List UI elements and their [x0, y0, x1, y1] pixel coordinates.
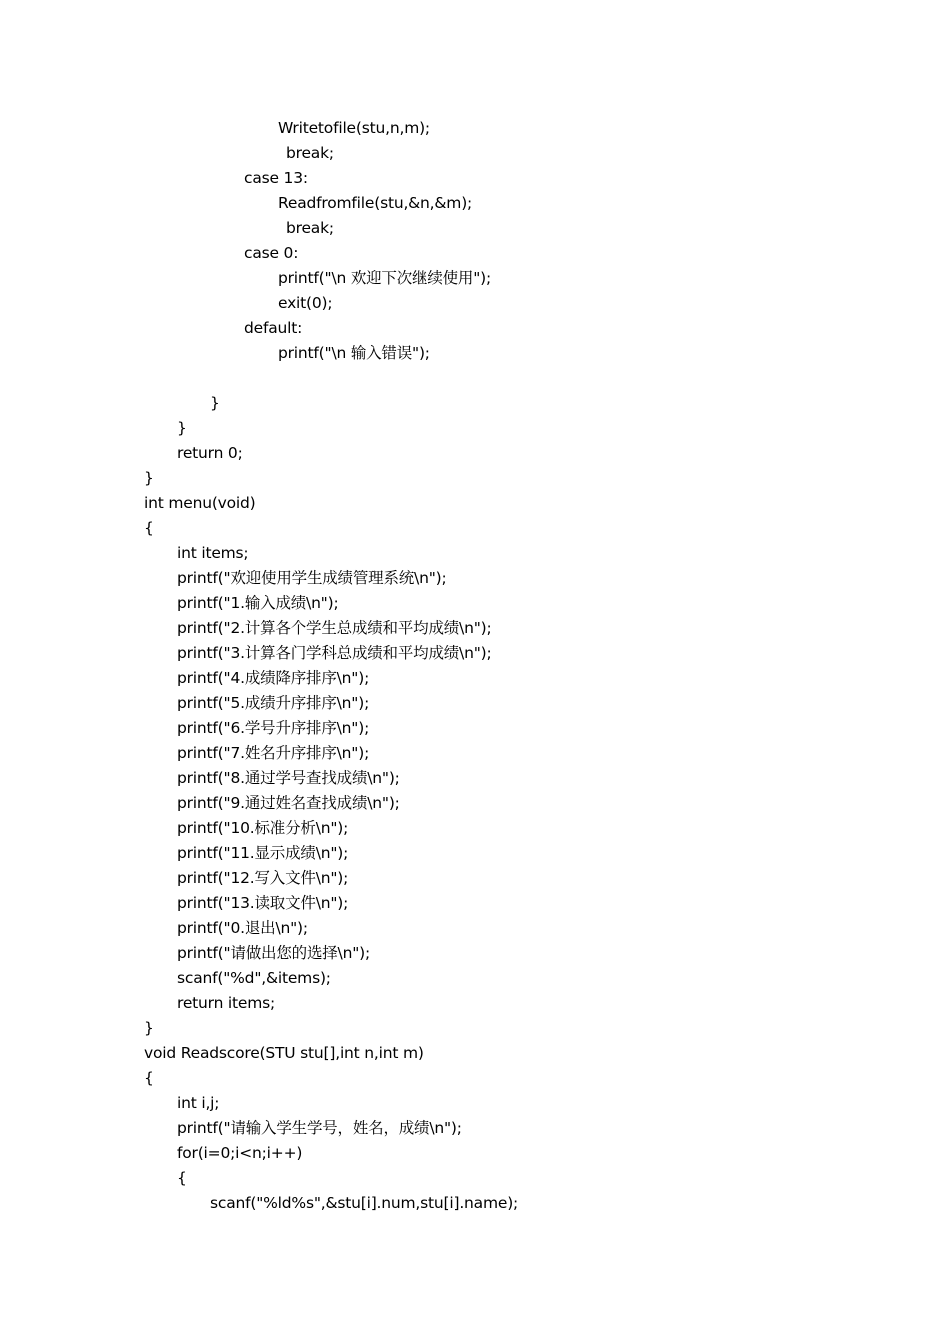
code-line: {	[144, 1069, 154, 1087]
code-line: printf("\n 欢迎下次继续使用");	[278, 269, 492, 287]
code-line: }	[144, 1019, 154, 1037]
code-line: int i,j;	[177, 1094, 220, 1112]
code-line: Writetofile(stu,n,m);	[278, 119, 430, 137]
code-line: printf("1.输入成绩\n");	[177, 594, 339, 612]
code-line: case 13:	[244, 169, 308, 187]
code-line: default:	[244, 319, 303, 337]
code-line: printf("2.计算各个学生总成绩和平均成绩\n");	[177, 619, 492, 637]
code-line: scanf("%d",&items);	[177, 969, 331, 987]
code-line: printf("欢迎使用学生成绩管理系统\n");	[177, 569, 447, 587]
code-line: case 0:	[244, 244, 299, 262]
code-line: printf("8.通过学号查找成绩\n");	[177, 769, 400, 787]
code-line: return 0;	[177, 444, 243, 462]
code-line: printf("请输入学生学号，姓名，成绩\n");	[177, 1119, 462, 1137]
code-line: break;	[286, 144, 334, 162]
code-line: }	[210, 394, 220, 412]
code-line: printf("0.退出\n");	[177, 919, 308, 937]
code-line: printf("5.成绩升序排序\n");	[177, 694, 370, 712]
code-line: return items;	[177, 994, 276, 1012]
code-line: printf("3.计算各门学科总成绩和平均成绩\n");	[177, 644, 492, 662]
code-line: }	[144, 469, 154, 487]
code-line: void Readscore(STU stu[],int n,int m)	[144, 1044, 424, 1062]
code-line: break;	[286, 219, 334, 237]
code-line: printf("13.读取文件\n");	[177, 894, 349, 912]
code-line: printf("6.学号升序排序\n");	[177, 719, 370, 737]
code-line: printf("9.通过姓名查找成绩\n");	[177, 794, 400, 812]
code-line: printf("10.标准分析\n");	[177, 819, 349, 837]
code-line: printf("\n 输入错误");	[278, 344, 430, 362]
code-line: printf("7.姓名升序排序\n");	[177, 744, 370, 762]
code-line: Readfromfile(stu,&n,&m);	[278, 194, 473, 212]
code-line: printf("12.写入文件\n");	[177, 869, 349, 887]
code-line: int items;	[177, 544, 249, 562]
code-line: for(i=0;i<n;i++)	[177, 1144, 303, 1162]
code-line: scanf("%ld%s",&stu[i].num,stu[i].name);	[210, 1194, 519, 1212]
code-line: {	[144, 519, 154, 537]
code-line: printf("请做出您的选择\n");	[177, 944, 370, 962]
code-line: printf("4.成绩降序排序\n");	[177, 669, 370, 687]
code-line: exit(0);	[278, 294, 333, 312]
code-line: {	[177, 1169, 187, 1187]
code-line: int menu(void)	[144, 494, 256, 512]
code-line: }	[177, 419, 187, 437]
code-line: printf("11.显示成绩\n");	[177, 844, 349, 862]
